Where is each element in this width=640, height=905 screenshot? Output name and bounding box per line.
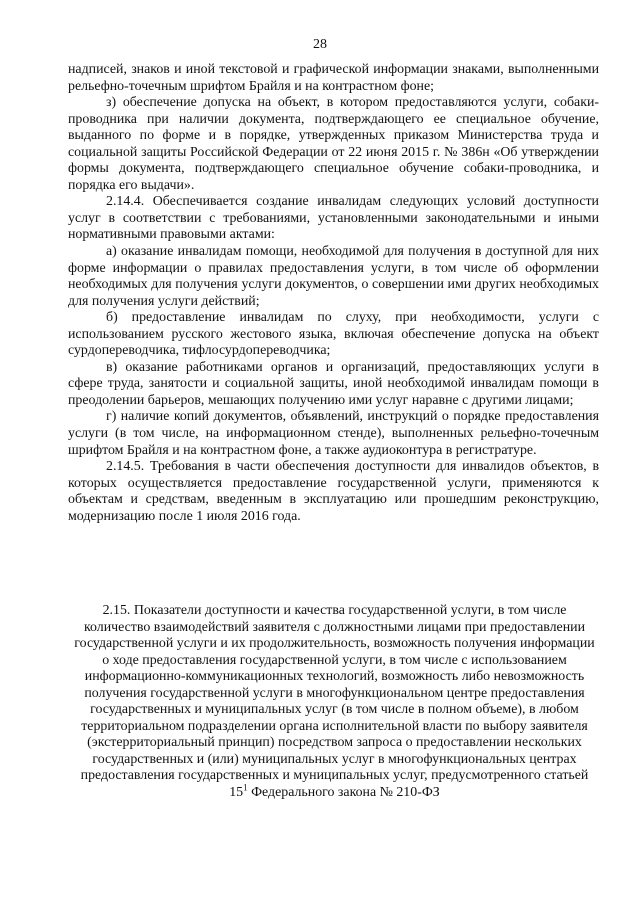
section-heading-main: 2.15. Показатели доступности и качества государственной услуги, в том числе количество взаимодействий заявителя с должностными лицами при предоставлении государственной услуги и их продолжительность, возможность получения информации о ходе предоставления государственной услуги, в том числе с использованием информационно-коммуникационных технологий, возможность либо невозможность получения государственной услуги в многофункциональном центре предоставления государственных и муниципальных услуг (в том числе в полном объеме), в любом территориальном подразделении органа исполнительной власти по выбору заявителя (экстерриториальный принцип) посредством запроса о предоставлении нескольких государственных и (или) муниципальных услуг в многофункциональных центрах предоставления государственных и муниципальных услуг, предусмотренного статьей 15: [74, 603, 595, 800]
article-superscript: 1: [243, 781, 248, 792]
paragraph-continuation: надписей, знаков и иной текстовой и графической информации знаками, выполненными рельефно-точечным шрифтом Брайля и на контрастном фоне;: [68, 62, 599, 94]
paragraph-2-14-5: 2.14.5. Требования в части обеспечения доступности для инвалидов объектов, в которых осуществляется предоставление государственной услуги, применяются к объектам и средствам, введенным в эксплуатацию или прошедшим реконструкцию, модернизацию после 1 июля 2016 года.: [68, 459, 599, 524]
paragraph-item-a: а) оказание инвалидам помощи, необходимой для получения в доступной для них форме информации о правилах предоставления услуги, в том числе об оформлении необходимых для получения услуги документов, о совершении ими других необходимых для получения услуги действий;: [68, 244, 599, 309]
paragraph-item-b: б) предоставление инвалидам по слуху, при необходимости, услуги с использованием русского жестового языка, включая обеспечение допуска на объект сурдопереводчика, тифлосурдопереводчика;: [68, 310, 599, 359]
paragraph-item-z: з) обеспечение допуска на объект, в котором предоставляются услуги, собаки-проводника при наличии документа, подтверждающего ее специальное обучение, выданного по форме и в порядке, утвержденных приказом Министерства труда и социальной защиты Российской Федерации от 22 июня 2015 г. № 386н «Об утверждении формы документа, подтверждающего специальное обучение собаки-проводника, и порядка его выдачи».: [68, 95, 599, 193]
section-heading-2-15: [74, 603, 595, 801]
paragraph-item-v: в) оказание работниками органов и организаций, предоставляющих услуги в сфере труда, занятости и социальной защиты, иной необходимой инвалидам помощи в преодолении барьеров, мешающих получению ими услуг наравне с другими лицами;: [68, 359, 599, 408]
page-number: 28: [313, 37, 327, 52]
section-heading-tail: Федерального закона № 210-ФЗ: [247, 784, 440, 800]
paragraph-2-14-4: 2.14.4. Обеспечивается создание инвалидам следующих условий доступности услуг в соответствии с требованиями, установленными законодательными и иными нормативными правовыми актами:: [68, 194, 599, 243]
paragraph-item-g: г) наличие копий документов, объявлений, инструкций о порядке предоставления услуги (в том числе, на информационном стенде), выполненных рельефно-точечным шрифтом Брайля и на контрастном фоне, а также аудиоконтура в регистратуре.: [68, 409, 599, 458]
document-body: [68, 62, 599, 525]
section-heading-text: [74, 603, 595, 801]
